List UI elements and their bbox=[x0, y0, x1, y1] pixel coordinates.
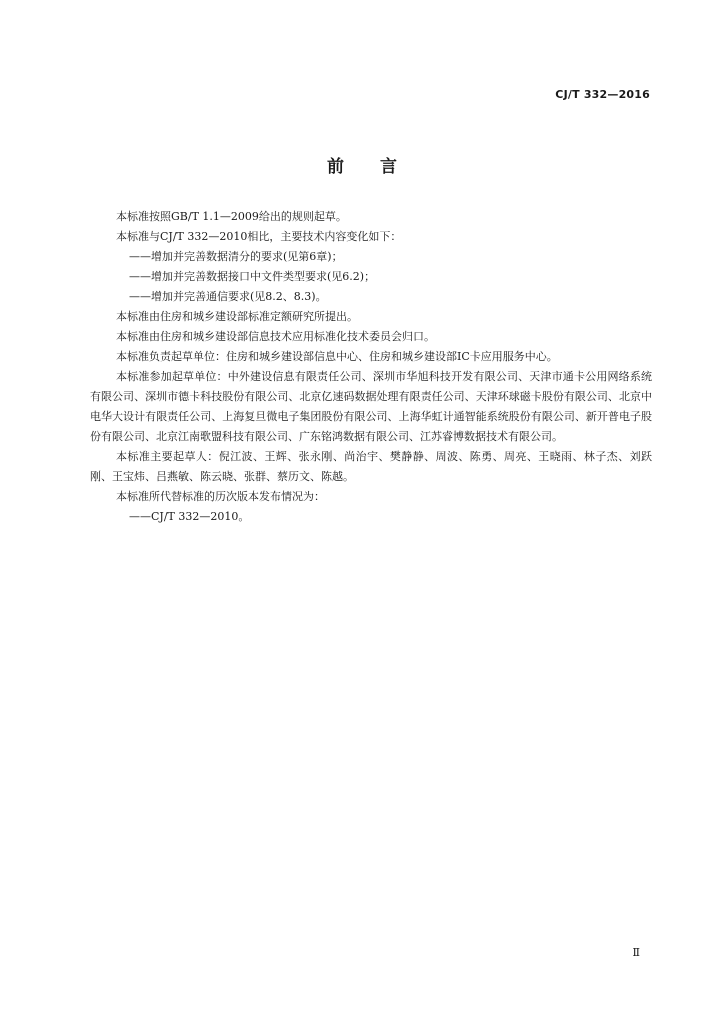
change-item-text: 增加并完善数据接口中文件类型要求(见6.2)； bbox=[151, 270, 376, 283]
list-dash: —— bbox=[129, 250, 151, 263]
paragraph: 本标准按照GB/T 1.1—2009给出的规则起草。 bbox=[116, 210, 347, 223]
history-item-text: CJ/T 332—2010。 bbox=[151, 510, 250, 523]
standard-code: CJ/T 332—2016 bbox=[555, 88, 650, 101]
change-item-text: 增加并完善数据清分的要求(见第6章)； bbox=[151, 250, 343, 263]
paragraph: 本标准参加起草单位：中外建设信息有限责任公司、深圳市华旭科技开发有限公司、天津市通卡公用网络系统有限公司、深圳市德卡科技股份有限公司、北京亿速码数据处理有限责任公司、天津环球磁卡股份有限公司、北京中电华大设计有限责任公司、上海复旦微电子集团股份有限公司、上海华虹计通智能系统股份有限公司、新开普电子股份有限公司、北京江南歌盟科技有限公司、广东铭鸿数据有限公司、江苏睿博数据技术有限公司。 bbox=[90, 370, 652, 443]
paragraph: 本标准负责起草单位：住房和城乡建设部信息中心、住房和城乡建设部IC卡应用服务中心。 bbox=[116, 350, 558, 363]
list-dash: —— bbox=[129, 270, 151, 283]
change-item-text: 增加并完善通信要求(见8.2、8.3)。 bbox=[151, 290, 327, 303]
paragraph: 本标准主要起草人：倪江波、王辉、张永刚、尚治宇、樊静静、周波、陈勇、周亮、王晓雨、林子杰、刘跃刚、王宝炜、吕燕敏、陈云晓、张群、蔡历文、陈越。 bbox=[90, 450, 652, 483]
paragraph: 本标准与CJ/T 332—2010相比，主要技术内容变化如下： bbox=[116, 230, 402, 243]
change-item bbox=[90, 247, 652, 267]
paragraph: 本标准由住房和城乡建设部信息技术应用标准化技术委员会归口。 bbox=[116, 330, 435, 343]
paragraph: 本标准所代替标准的历次版本发布情况为： bbox=[116, 490, 325, 503]
page-number: Ⅱ bbox=[632, 946, 640, 959]
change-item bbox=[90, 267, 652, 287]
list-dash: —— bbox=[129, 290, 151, 303]
change-item bbox=[90, 287, 652, 307]
paragraph: 本标准由住房和城乡建设部标准定额研究所提出。 bbox=[116, 310, 358, 323]
foreword-body bbox=[90, 207, 652, 527]
page-title: 前言 bbox=[327, 157, 433, 177]
history-item bbox=[90, 507, 652, 527]
list-dash: —— bbox=[129, 510, 151, 523]
